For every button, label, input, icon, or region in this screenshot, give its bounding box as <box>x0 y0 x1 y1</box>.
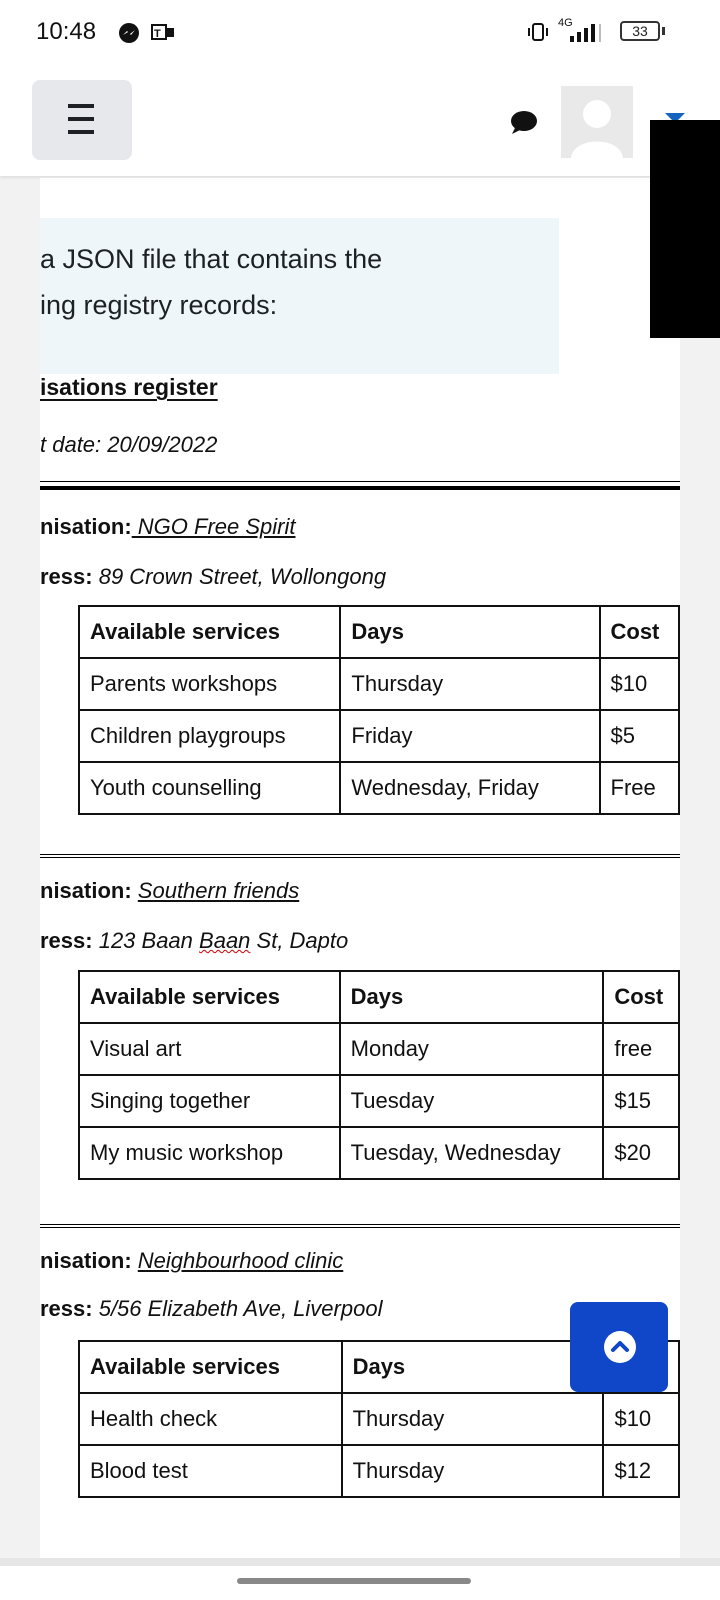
table-row: Youth counselling Wednesday, Friday Free <box>79 762 679 814</box>
menu-icon-bar <box>68 130 94 134</box>
chat-bubble-icon[interactable] <box>508 110 538 136</box>
battery-icon: 33 <box>620 21 660 41</box>
network-type: 4G <box>558 17 573 29</box>
redaction-box <box>650 120 720 338</box>
org-2-address: ress: 123 Baan Baan St, Dapto <box>40 928 349 953</box>
register-date: t date: 20/09/2022 <box>40 432 218 457</box>
divider <box>40 481 680 482</box>
user-avatar-icon[interactable] <box>561 86 633 158</box>
register-title: isations register <box>40 374 218 400</box>
menu-button[interactable] <box>32 80 132 160</box>
status-bar <box>0 0 720 66</box>
divider-thick <box>40 486 680 490</box>
org-1-name: nisation: NGO Free Spirit <box>40 514 296 539</box>
table-row: Visual art Monday free <box>79 1023 679 1075</box>
table-row: Singing together Tuesday $15 <box>79 1075 679 1127</box>
teams-icon <box>151 22 175 42</box>
scroll-to-top-button[interactable] <box>570 1302 668 1392</box>
divider-double <box>40 1224 680 1228</box>
table-row: Parents workshops Thursday $10 <box>79 658 679 710</box>
divider-double <box>40 854 680 858</box>
table-row: Blood test Thursday $12 <box>79 1445 679 1497</box>
battery-tip <box>662 27 665 35</box>
table-row: My music workshop Tuesday, Wednesday $20 <box>79 1127 679 1179</box>
home-gesture-bar[interactable] <box>237 1578 471 1584</box>
signal-icon <box>568 22 608 44</box>
menu-icon-bar <box>68 117 94 121</box>
intro-line-1: a JSON file that contains the <box>40 244 383 274</box>
horizontal-scrollbar[interactable] <box>0 1558 720 1566</box>
quoted-intro <box>40 218 559 374</box>
intro-line-2: ing registry records: <box>40 290 278 320</box>
messenger-icon <box>118 22 140 44</box>
status-time: 10:48 <box>36 18 97 45</box>
table-row: Health check Thursday $10 <box>79 1393 679 1445</box>
org-3-name: nisation: Neighbourhood clinic <box>40 1248 344 1273</box>
org-2-name: nisation: Southern friends <box>40 878 300 903</box>
org-1-services-table <box>78 605 680 815</box>
org-1-address: ress: 89 Crown Street, Wollongong <box>40 564 387 589</box>
org-2-services-table <box>78 970 680 1180</box>
vibrate-icon <box>526 22 552 42</box>
svg-text:T: T <box>154 28 161 40</box>
chevron-up-icon <box>604 1331 636 1363</box>
table-header-row: Available services Days Cost <box>79 606 679 658</box>
menu-icon <box>68 104 94 108</box>
table-row: Children playgroups Friday $5 <box>79 710 679 762</box>
org-3-address: ress: 5/56 Elizabeth Ave, Liverpool <box>40 1296 383 1321</box>
table-header-row: Available services Days Cost <box>79 971 679 1023</box>
table-header-row: Available services Days <box>79 1341 679 1393</box>
